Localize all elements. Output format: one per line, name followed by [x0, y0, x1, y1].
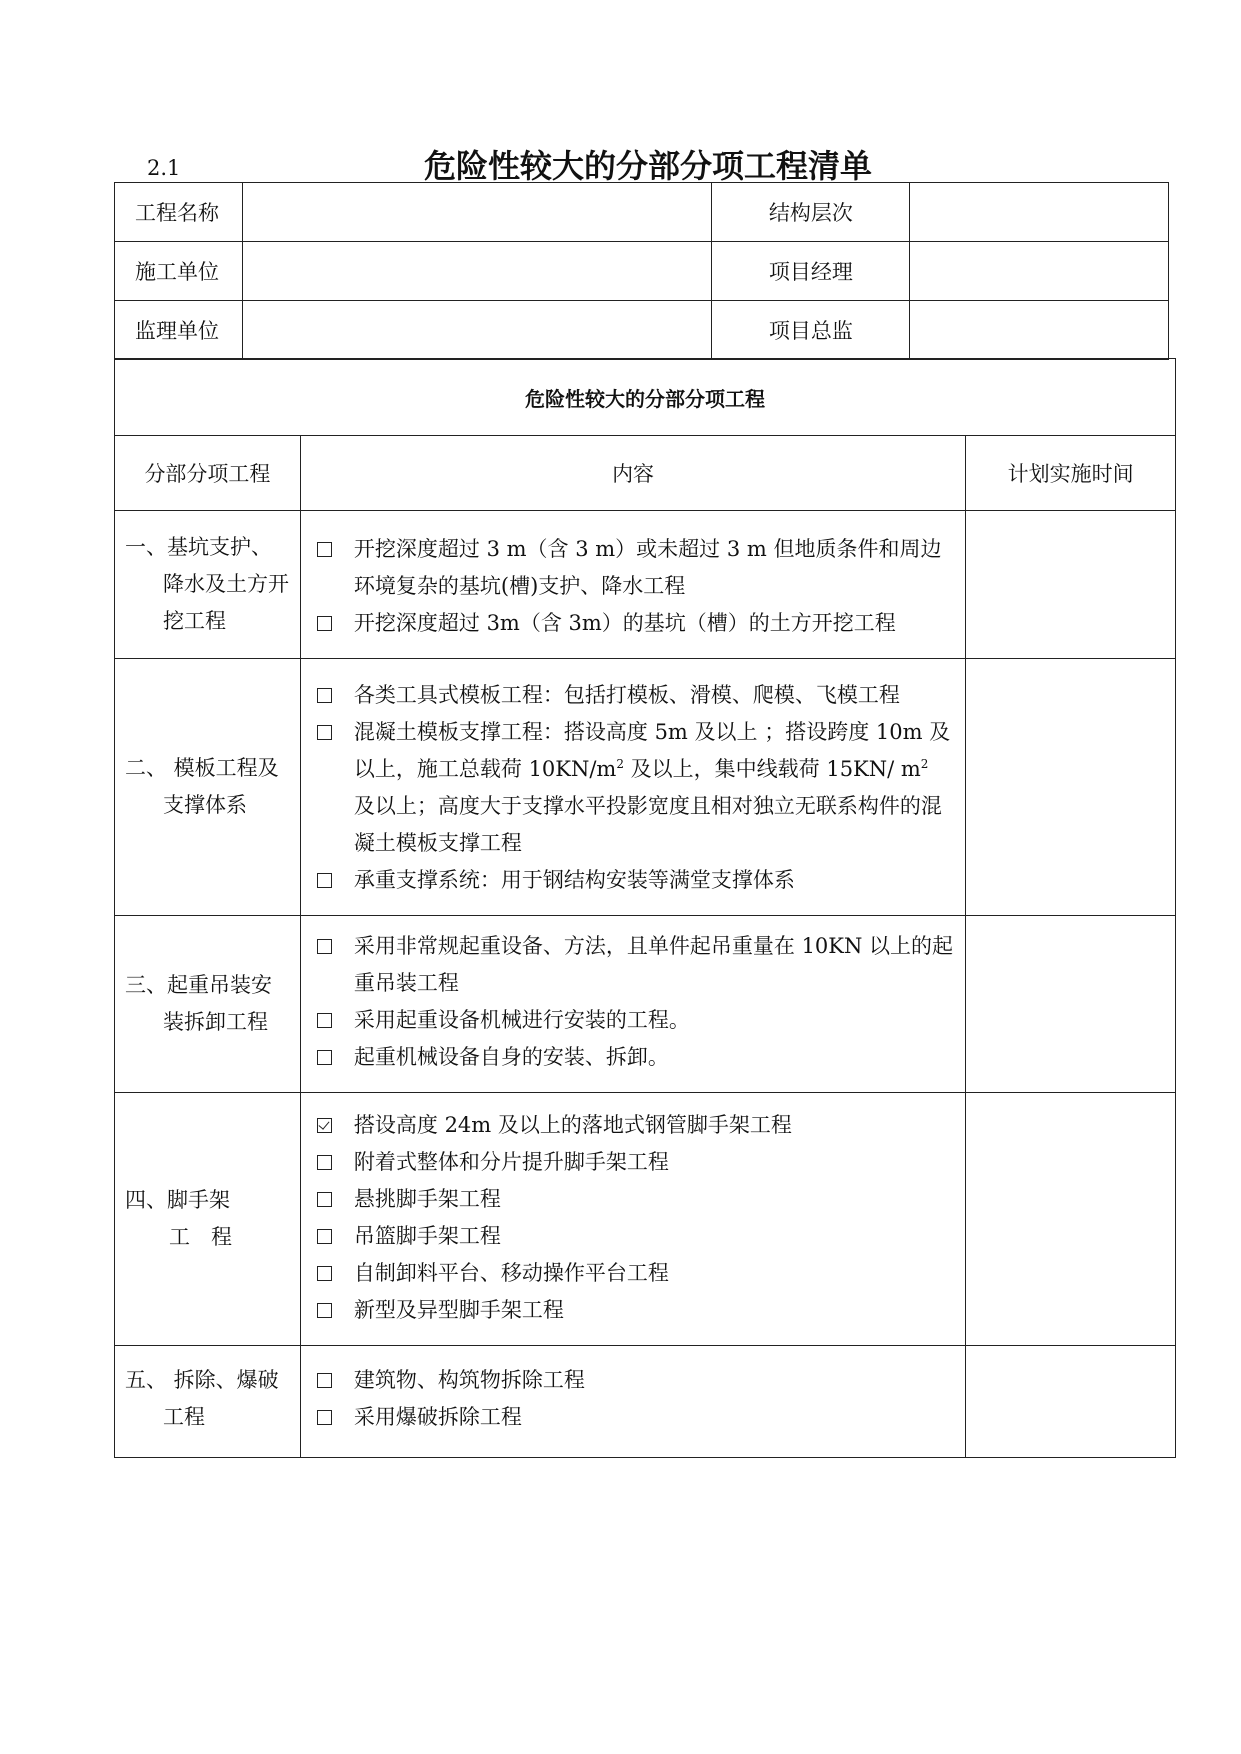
list-item: [313, 1255, 955, 1292]
contractor-field[interactable]: [242, 242, 712, 301]
item-text: 采用非常规起重设备、方法，且单件起吊重量在 10KN 以上的起重吊装工程: [353, 934, 954, 995]
table-row: [115, 916, 1176, 1093]
category-cell: [115, 659, 301, 916]
category-label: 四、脚手架: [125, 1188, 230, 1212]
column-header-category: 分部分项工程: [115, 436, 301, 511]
project-manager-field[interactable]: [910, 242, 1169, 301]
checkbox[interactable]: [317, 1373, 332, 1388]
item-text: 承重支撑系统：用于钢结构安装等满堂支撑体系: [353, 868, 795, 892]
checkbox[interactable]: [317, 873, 332, 888]
category-label: 五、 拆除、爆破工程: [125, 1368, 279, 1429]
checkbox[interactable]: [317, 1266, 332, 1281]
list-item: [313, 1362, 955, 1399]
chief-supervisor-field[interactable]: [910, 301, 1169, 360]
item-text: 采用起重设备机械进行安装的工程。: [353, 1008, 690, 1032]
planned-time-field[interactable]: [966, 916, 1176, 1093]
checkbox[interactable]: [317, 1410, 332, 1425]
item-text: 开挖深度超过 3 m（含 3 m）或未超过 3 m 但地质条件和周边环境复杂的基坑(槽)支护、降水工程: [353, 537, 942, 598]
item-text: 混凝土模板支撑工程：搭设高度 5m 及以上 ；搭设跨度 10m 及以上，施工总载荷 $10KN/m^2$ 及以上，集中线载荷 15KN/ $m^2$ 及以上；高度大于支撑水平投影宽度且相对独立无联系构件的混凝土模板支撑工程: [353, 720, 951, 855]
list-item: [313, 1039, 955, 1076]
table-row: [115, 1346, 1176, 1458]
supervisor-field[interactable]: [242, 301, 712, 360]
document-title: 危险性较大的分部分项工程清单: [423, 147, 872, 185]
list-item: [313, 605, 955, 642]
list-item: [313, 1292, 955, 1329]
table-row: [115, 183, 1169, 242]
list-item: [313, 1181, 955, 1218]
list-item: [313, 1107, 955, 1144]
list-item: [313, 862, 955, 899]
supervisor-label: 监理单位: [115, 301, 243, 360]
content-cell: [300, 1346, 965, 1458]
checkbox[interactable]: [317, 1229, 332, 1244]
project-manager-label: 项目经理: [712, 242, 910, 301]
item-text: 附着式整体和分片提升脚手架工程: [353, 1150, 669, 1174]
planned-time-field[interactable]: [966, 659, 1176, 916]
checkbox[interactable]: [317, 1303, 332, 1318]
item-text: 建筑物、构筑物拆除工程: [353, 1368, 585, 1392]
checkbox[interactable]: [317, 725, 332, 740]
item-text: 开挖深度超过 3m（含 3m）的基坑（槽）的土方开挖工程: [353, 611, 896, 635]
category-label-line-2: 工 程: [169, 1225, 232, 1249]
item-text: 新型及异型脚手架工程: [353, 1298, 564, 1322]
project-info-table: [114, 182, 1169, 360]
table-title: 危险性较大的分部分项工程: [115, 359, 1176, 436]
category-label: 三、起重吊装安装拆卸工程: [125, 973, 272, 1034]
category-label: 一、基坑支护、降水及土方开挖工程: [125, 535, 289, 633]
checkbox[interactable]: [317, 939, 332, 954]
category-cell: [115, 1346, 301, 1458]
checkbox[interactable]: [317, 542, 332, 557]
structure-label: 结构层次: [712, 183, 910, 242]
structure-field[interactable]: [910, 183, 1169, 242]
checkbox[interactable]: [317, 1013, 332, 1028]
planned-time-field[interactable]: [966, 511, 1176, 659]
list-item: [313, 928, 955, 1002]
checkbox[interactable]: [317, 1050, 332, 1065]
planned-time-field[interactable]: [966, 1346, 1176, 1458]
list-item: [313, 677, 955, 714]
checkbox[interactable]: [317, 616, 332, 631]
list-item: [313, 1399, 955, 1436]
table-row: [115, 1093, 1176, 1346]
table-row: [115, 511, 1176, 659]
project-name-label: 工程名称: [115, 183, 243, 242]
checkbox[interactable]: [317, 688, 332, 703]
category-label: 二、 模板工程及支撑体系: [125, 756, 279, 817]
planned-time-field[interactable]: [966, 1093, 1176, 1346]
list-item: [313, 1218, 955, 1255]
project-name-field[interactable]: [242, 183, 712, 242]
list-item: [313, 1144, 955, 1181]
item-text: 起重机械设备自身的安装、拆卸。: [353, 1045, 669, 1069]
item-text: 吊篮脚手架工程: [353, 1224, 501, 1248]
contractor-label: 施工单位: [115, 242, 243, 301]
column-header-content: 内容: [300, 436, 965, 511]
hazard-works-table: [114, 358, 1176, 1458]
item-text: 搭设高度 24m 及以上的落地式钢管脚手架工程: [353, 1113, 792, 1137]
chief-supervisor-label: 项目总监: [712, 301, 910, 360]
list-item: [313, 714, 955, 862]
checkbox[interactable]: [317, 1192, 332, 1207]
list-item: [313, 1002, 955, 1039]
column-header-time: 计划实施时间: [966, 436, 1176, 511]
category-cell: [115, 1093, 301, 1346]
list-item: [313, 531, 955, 605]
content-cell: [300, 511, 965, 659]
item-text: 采用爆破拆除工程: [353, 1405, 522, 1429]
item-text: 悬挑脚手架工程: [353, 1187, 501, 1211]
column-header-row: [115, 436, 1176, 511]
table-title-row: [115, 359, 1176, 436]
table-row: [115, 242, 1169, 301]
table-row: [115, 659, 1176, 916]
section-number: 2.1: [147, 156, 181, 180]
category-cell: [115, 916, 301, 1093]
content-cell: [300, 659, 965, 916]
content-cell: [300, 1093, 965, 1346]
checkbox-checked[interactable]: [317, 1118, 332, 1133]
table-row: [115, 301, 1169, 360]
item-text: 自制卸料平台、移动操作平台工程: [353, 1261, 669, 1285]
category-cell: [115, 511, 301, 659]
content-cell: [300, 916, 965, 1093]
item-text: 各类工具式模板工程：包括打模板、滑模、爬模、飞模工程: [353, 683, 900, 707]
checkbox[interactable]: [317, 1155, 332, 1170]
